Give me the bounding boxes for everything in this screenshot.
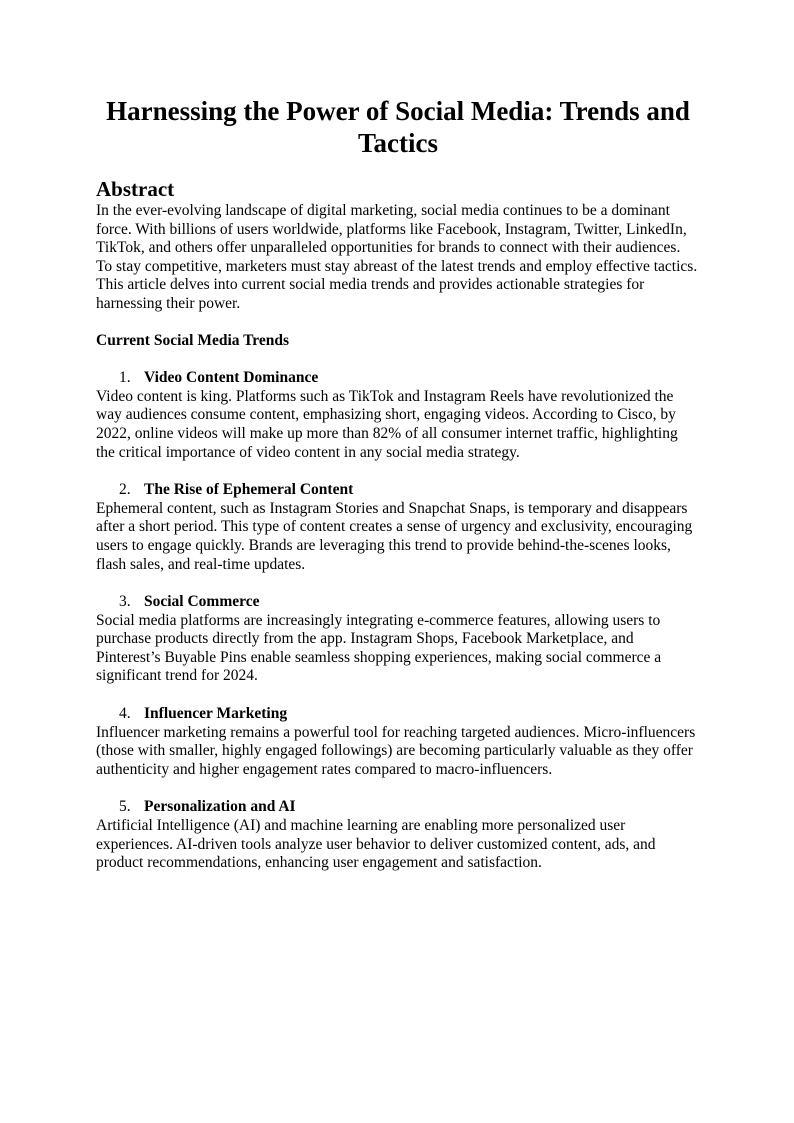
trend-item-number: 4. (119, 705, 131, 723)
trend-item (96, 481, 700, 574)
trend-item-title: Social Commerce (144, 593, 260, 611)
trend-item-heading (96, 369, 700, 388)
trend-item-number: 5. (119, 798, 131, 816)
trends-list (96, 369, 700, 873)
trend-item-number: 2. (119, 481, 131, 499)
abstract-paragraph: In the ever-evolving landscape of digital marketing, social media continues to be a dominant force. With billions of users worldwide, platforms like Facebook, Instagram, Twitter, LinkedIn, TikTok, and others offer unparalleled opportunities for brands to connect with their audiences. To stay competitive, marketers must stay abreast of the latest trends and employ effective tactics. This article delves into current social media trends and provides actionable strategies for harnessing their power. (96, 202, 698, 312)
trend-item-title: Video Content Dominance (144, 369, 319, 387)
trend-item-number: 3. (119, 593, 131, 611)
trend-item (96, 593, 700, 686)
trend-item-body: Video content is king. Platforms such as TikTok and Instagram Reels have revolutionized the way audiences consume content, emphasizing short, engaging videos. According to Cisco, by 2022, online videos will make up more than 82% of all consumer internet traffic, highlighting the critical importance of video content in any social media strategy. (96, 387, 678, 461)
trend-item-heading (96, 593, 700, 612)
trend-item-title: The Rise of Ephemeral Content (144, 481, 354, 499)
document-body (96, 95, 700, 873)
trend-item-title: Influencer Marketing (144, 705, 288, 723)
trend-item-body: Artificial Intelligence (AI) and machine learning are enabling more personalized user experiences. AI-driven tools analyze user behavior to deliver customized content, ads, and product recommendations, enhancing user engagement and satisfaction. (96, 817, 656, 872)
trend-item-body: Social media platforms are increasingly integrating e-commerce features, allowing users to purchase products directly from the app. Instagram Shops, Facebook Marketplace, and Pinterest’s Buyable Pins enable seamless shopping experiences, making social commerce a significant trend for 2024. (96, 611, 662, 685)
trend-item-heading (96, 798, 700, 817)
trend-item-body: Influencer marketing remains a powerful tool for reaching targeted audiences. Micro-influencers (those with smaller, highly engaged followings) are becoming particularly valuable as they offer authenticity and higher engagement rates compared to macro-influencers. (96, 723, 696, 778)
trend-item (96, 369, 700, 462)
trend-item (96, 705, 700, 779)
trend-item (96, 798, 700, 872)
section-heading-current-trends: Current Social Media Trends (96, 331, 290, 349)
page-title: Harnessing the Power of Social Media: Trends and Tactics (106, 96, 690, 158)
trend-item-title: Personalization and AI (144, 798, 296, 816)
trend-item-heading (96, 705, 700, 724)
trend-item-heading (96, 481, 700, 500)
trend-item-body: Ephemeral content, such as Instagram Stories and Snapchat Snaps, is temporary and disappears after a short period. This type of content creates a sense of urgency and exclusivity, encouraging users to engage quickly. Brands are leveraging this trend to provide behind-the-scenes looks, flash sales, and real-time updates. (96, 499, 693, 573)
abstract-heading: Abstract (96, 177, 175, 201)
trend-item-number: 1. (119, 369, 131, 387)
